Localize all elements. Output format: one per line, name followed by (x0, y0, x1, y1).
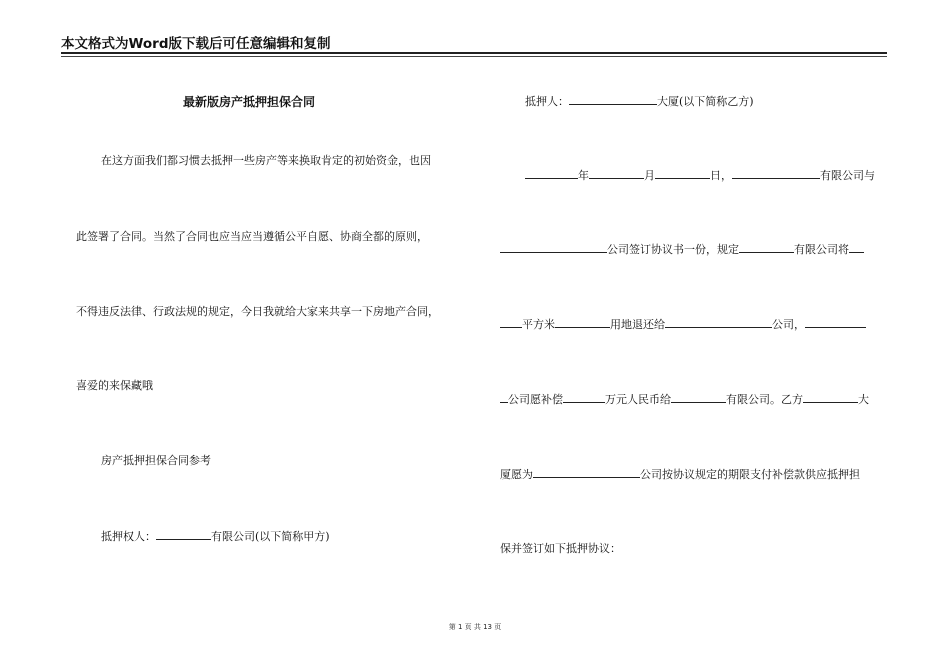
blank-field (533, 467, 640, 478)
blank-field (849, 242, 864, 253)
mortgagor-line (525, 94, 754, 109)
blank-field (655, 168, 710, 179)
agreement-line (500, 242, 864, 257)
paragraph-line: 此签署了合同。当然了合同也应当应当遵循公平自愿、协商全都的原则， (76, 230, 428, 243)
blank-field (500, 317, 522, 328)
mortgagor-label: 抵押人： (525, 95, 569, 108)
guarantee-line (500, 467, 860, 482)
compensation-line (500, 392, 869, 407)
blank-field (589, 168, 644, 179)
page-footer: 第 1 页 共 13 页 (448, 623, 502, 631)
mortgagee-line (101, 529, 330, 544)
header-rule-thick (61, 52, 887, 54)
section-heading: 房产抵押担保合同参考 (101, 454, 211, 467)
blank-field (569, 94, 657, 105)
text-segment: 厦愿为 (500, 468, 533, 481)
header-rule-thin (61, 56, 887, 57)
blank-field (803, 392, 858, 403)
blank-field (732, 168, 820, 179)
blank-field (500, 242, 607, 253)
blank-field (555, 317, 610, 328)
blank-field (671, 392, 726, 403)
blank-field (805, 317, 866, 328)
document-title: 最新版房产抵押担保合同 (183, 95, 316, 109)
text-segment: 公司签订协议书一份，规定 (607, 243, 739, 256)
blank-field (156, 529, 211, 540)
blank-field (665, 317, 772, 328)
page-header: 本文格式为Word版下载后可任意编辑和复制 (61, 36, 331, 52)
paragraph-line: 在这方面我们都习惯去抵押一些房产等来换取肯定的初始资金，也因 (101, 154, 431, 167)
text-segment: 公司， (772, 318, 805, 331)
mortgagor-suffix: 大厦(以下简称乙方) (657, 95, 754, 108)
text-company: 有限公司与 (820, 169, 875, 182)
text-segment: 公司愿补偿 (508, 393, 563, 406)
text-month: 月 (644, 169, 655, 182)
text-year: 年 (578, 169, 589, 182)
text-segment: 万元人民币给 (605, 393, 671, 406)
text-segment: 有限公司。乙方 (726, 393, 803, 406)
text-segment: 有限公司将 (794, 243, 849, 256)
mortgagee-suffix: 有限公司(以下简称甲方) (211, 530, 330, 543)
text-day: 日， (710, 169, 732, 182)
blank-field (525, 168, 578, 179)
text-segment: 平方米 (522, 318, 555, 331)
mortgagee-label: 抵押权人： (101, 530, 156, 543)
blank-field (563, 392, 605, 403)
area-line (500, 317, 866, 332)
paragraph-line: 喜爱的来保藏哦 (76, 379, 153, 392)
blank-field (739, 242, 794, 253)
paragraph-line: 不得违反法律、行政法规的规定，今日我就给大家来共享一下房地产合同， (76, 305, 439, 318)
blank-field (500, 392, 508, 403)
agreement-intro-line: 保并签订如下抵押协议： (500, 542, 621, 555)
text-segment: 大 (858, 393, 869, 406)
text-segment: 公司按协议规定的期限支付补偿款供应抵押担 (640, 468, 860, 481)
text-segment: 用地退还给 (610, 318, 665, 331)
date-line (525, 168, 875, 183)
